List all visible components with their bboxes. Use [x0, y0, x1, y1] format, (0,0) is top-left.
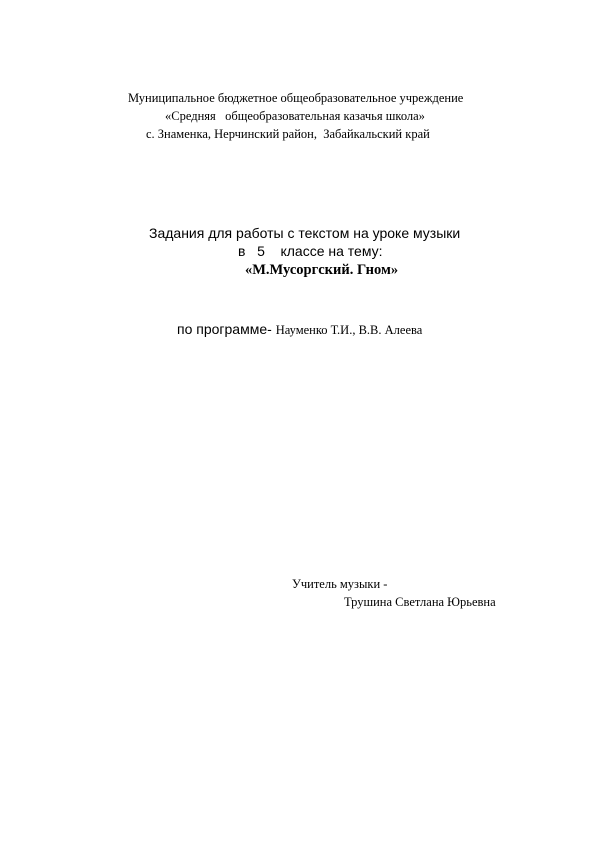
- school-type-line: Муниципальное бюджетное общеобразовательное учреждение: [128, 91, 464, 105]
- teacher-name: Трушина Светлана Юрьевна: [344, 595, 496, 609]
- grade-line: в 5 классе на тему:: [238, 243, 383, 259]
- title-line: Задания для работы с текстом на уроке музыки: [149, 225, 461, 241]
- teacher-role: Учитель музыки -: [292, 577, 388, 591]
- school-location-line: с. Знаменка, Нерчинский район, Забайкальский край: [146, 127, 430, 141]
- program-line: [161, 306, 422, 354]
- school-name-line: «Средняя общеобразовательная казачья школа»: [165, 109, 425, 123]
- topic-title: «М.Мусоргский. Гном»: [245, 262, 399, 278]
- program-prefix: по программе-: [177, 321, 276, 337]
- program-authors: Науменко Т.И., В.В. Алеева: [275, 323, 423, 337]
